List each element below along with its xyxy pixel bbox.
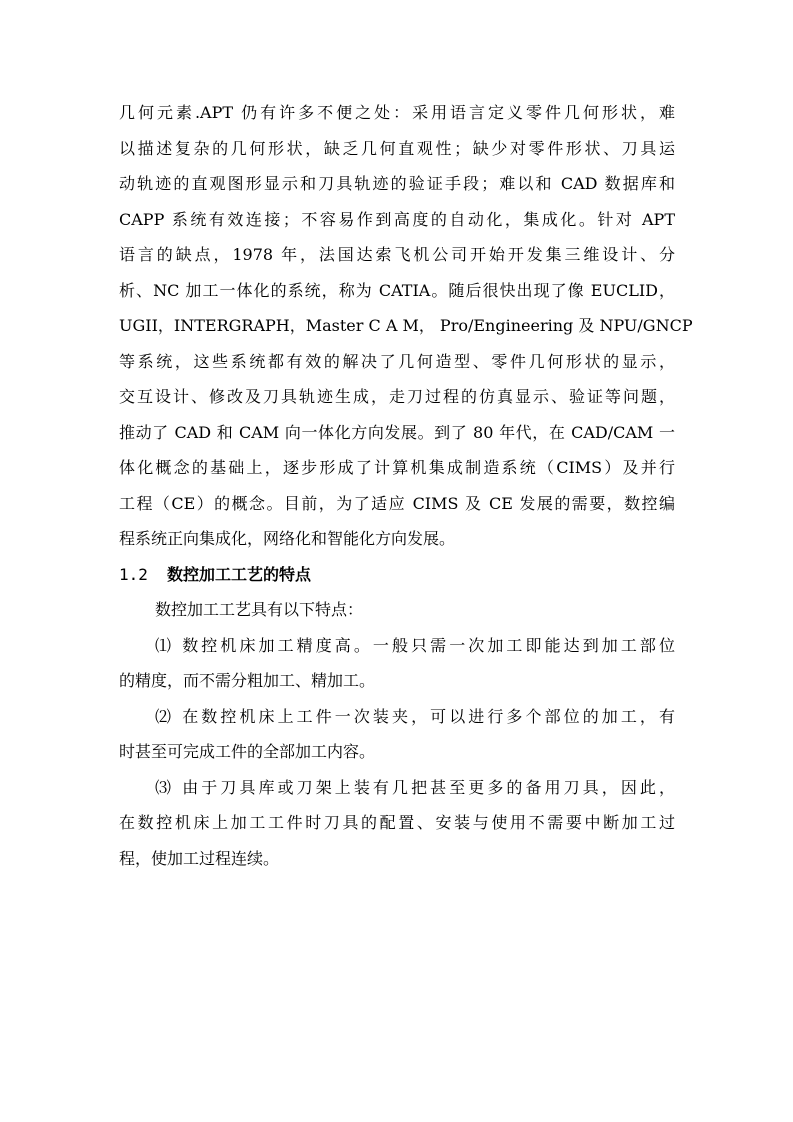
text-line: 动轨迹的直观图形显示和刀具轨迹的验证手段；难以和 CAD 数据库和 <box>119 174 675 193</box>
text-line: 推动了 CAD 和 CAM 向一体化方向发展。到了 80 年代，在 CAD/CAM 一 <box>119 422 675 442</box>
text-line: 程，使加工过程连续。 <box>119 848 280 868</box>
section-title: 数控加工工艺的特点 <box>167 564 312 584</box>
text-line: 的精度，而不需分粗加工、精加工。 <box>119 671 376 690</box>
text-line: 以描述复杂的几何形状，缺乏几何直观性；缺少对零件形状、刀具运 <box>119 138 675 158</box>
list-item <box>119 699 675 770</box>
section-number: 1.2 <box>119 564 148 584</box>
section-heading <box>119 557 675 593</box>
text-line: CAPP 系统有效连接；不容易作到高度的自动化，集成化。针对 APT <box>119 209 675 229</box>
text-line: 体化概念的基础上，逐步形成了计算机集成制造系统（CIMS）及并行 <box>119 458 675 477</box>
text-line: 时甚至可完成工件的全部加工内容。 <box>119 742 376 761</box>
document-body <box>119 95 693 876</box>
text-line: 程系统正向集成化，网络化和智能化方向发展。 <box>119 529 456 548</box>
section-intro: 数控加工工艺具有以下特点： <box>155 600 364 619</box>
text-line: 析、NC 加工一体化的系统，称为 CATIA。随后很快出现了像 EUCLID， <box>119 280 675 300</box>
text-line: 交互设计、修改及刀具轨迹生成，走刀过程的仿真显示、验证等问题， <box>119 387 675 406</box>
text-line: ⑵ 在数控机床上工件一次装夹，可以进行多个部位的加工，有 <box>155 706 675 726</box>
text-line: 工程（CE）的概念。目前，为了适应 CIMS 及 CE 发展的需要，数控编 <box>119 493 675 513</box>
text-line: ⑶ 由于刀具库或刀架上装有几把甚至更多的备用刀具，因此， <box>155 777 675 797</box>
list-item <box>119 770 675 877</box>
text-line: 等系统，这些系统都有效的解决了几何造型、零件几何形状的显示， <box>119 351 675 371</box>
text-line: 语言的缺点，1978 年，法国达索飞机公司开始开发集三维设计、分 <box>119 245 675 264</box>
list-item <box>119 628 675 699</box>
text-line: ⑴ 数控机床加工精度高。一般只需一次加工即能达到加工部位 <box>155 635 675 655</box>
text-line: 在数控机床上加工工件时刀具的配置、安装与使用不需要中断加工过 <box>119 813 675 832</box>
text-line: 几何元素.APT 仍有许多不便之处：采用语言定义零件几何形状，难 <box>119 103 675 122</box>
paragraph-apt-history <box>119 95 693 557</box>
text-line: UGII，INTERGRAPH，Master C A M， Pro/Engineering 及 NPU/GNCP <box>119 316 693 335</box>
